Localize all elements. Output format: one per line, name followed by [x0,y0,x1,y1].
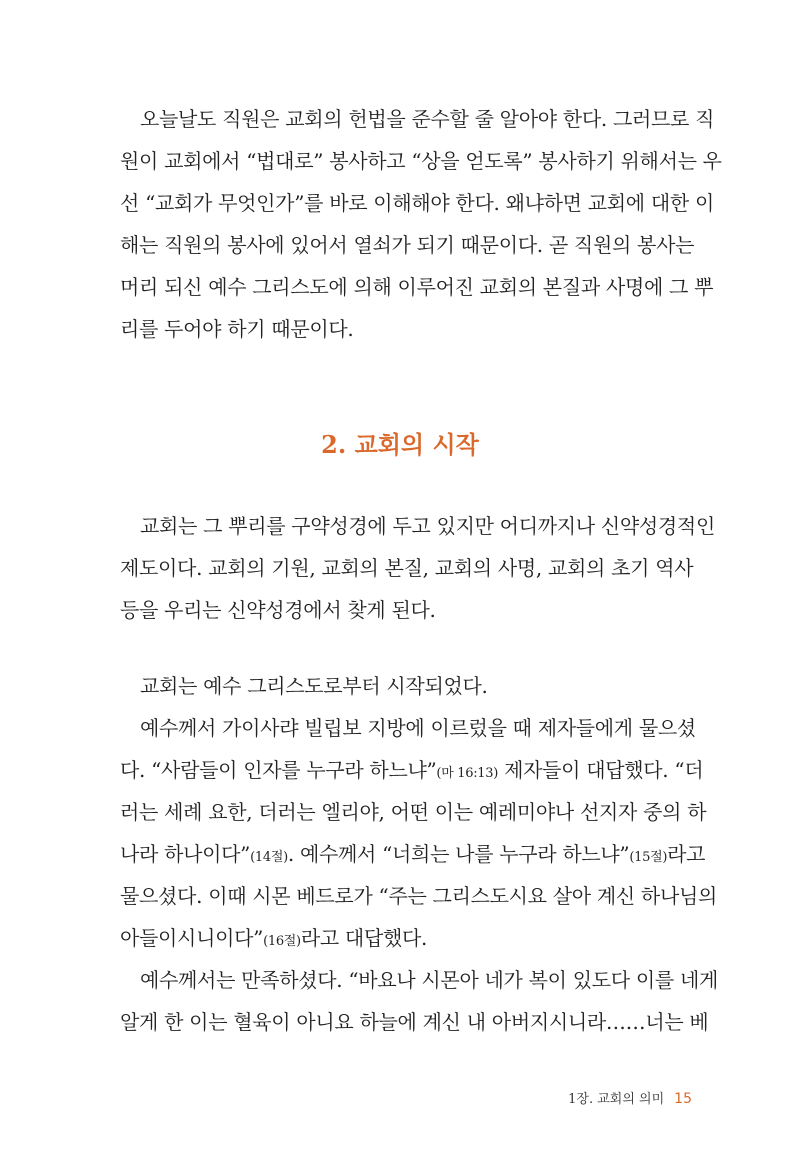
text-line: 오늘날도 직원은 교회의 헌법을 준수할 줄 알아야 한다. 그러므로 직 [140,107,715,131]
text-line: 머리 되신 예수 그리스도에 의해 이루어진 교회의 본질과 사명에 그 뿌 [120,275,714,299]
text-line: 제도이다. 교회의 기원, 교회의 본질, 교회의 사명, 교회의 초기 역사 [120,556,694,580]
scripture-paragraph [120,665,718,1043]
text-line: 물으셨다. 이때 시몬 베드로가 “주는 그리스도시요 살아 계신 하나님의 [120,884,718,908]
verse-citation: (16절) [263,934,301,949]
text-line: 해는 직원의 봉사에 있어서 열쇠가 되기 때문이다. 곧 직원의 봉사는 [120,233,695,257]
section-heading: 2. 교회의 시작 [321,430,479,459]
text-line: 예수께서 가이사랴 빌립보 지방에 이르렀을 때 제자들에게 물으셨 [140,716,696,740]
text-line: 러는 세례 요한, 더러는 엘리야, 어떤 이는 예레미야나 선지자 중의 하 [120,800,707,824]
text-line: 리를 두어야 하기 때문이다. [120,317,354,341]
intro-paragraph [120,98,722,350]
chapter-title: 1장. 교회의 의미 [568,1092,665,1107]
verse-citation: (마 16:13) [436,766,499,781]
text-line: 교회는 예수 그리스도로부터 시작되었다. [140,674,488,698]
text-line: 아들이시니이다”(16절)라고 대답했다. [120,926,428,950]
text-line: 원이 교회에서 “법대로” 봉사하고 “상을 얻도록” 봉사하기 위해서는 우 [120,149,722,173]
text-line: 다. “사람들이 인자를 누구라 하느냐”(마 16:13) 제자들이 대답했다. “더 [120,758,704,782]
page-footer [568,1089,692,1110]
text-line: 알게 한 이는 혈육이 아니요 하늘에 계신 내 아버지시니라……너는 베 [120,1010,709,1034]
text-line: 선 “교회가 무엇인가”를 바로 이해해야 한다. 왜냐하면 교회에 대한 이 [120,191,714,215]
text-line: 나라 하나이다”(14절). 예수께서 “너희는 나를 누구라 하느냐”(15절)라고 [120,842,706,866]
verse-citation: (14절) [250,850,288,865]
text-line: 등을 우리는 신약성경에서 찾게 된다. [120,598,436,622]
section-paragraph [120,505,715,631]
page-number: 15 [674,1091,692,1107]
text-line: 예수께서는 만족하셨다. “바요나 시몬아 네가 복이 있도다 이를 네게 [140,968,718,992]
verse-citation: (15절) [629,850,668,865]
text-line: 교회는 그 뿌리를 구약성경에 두고 있지만 어디까지나 신약성경적인 [140,514,715,538]
